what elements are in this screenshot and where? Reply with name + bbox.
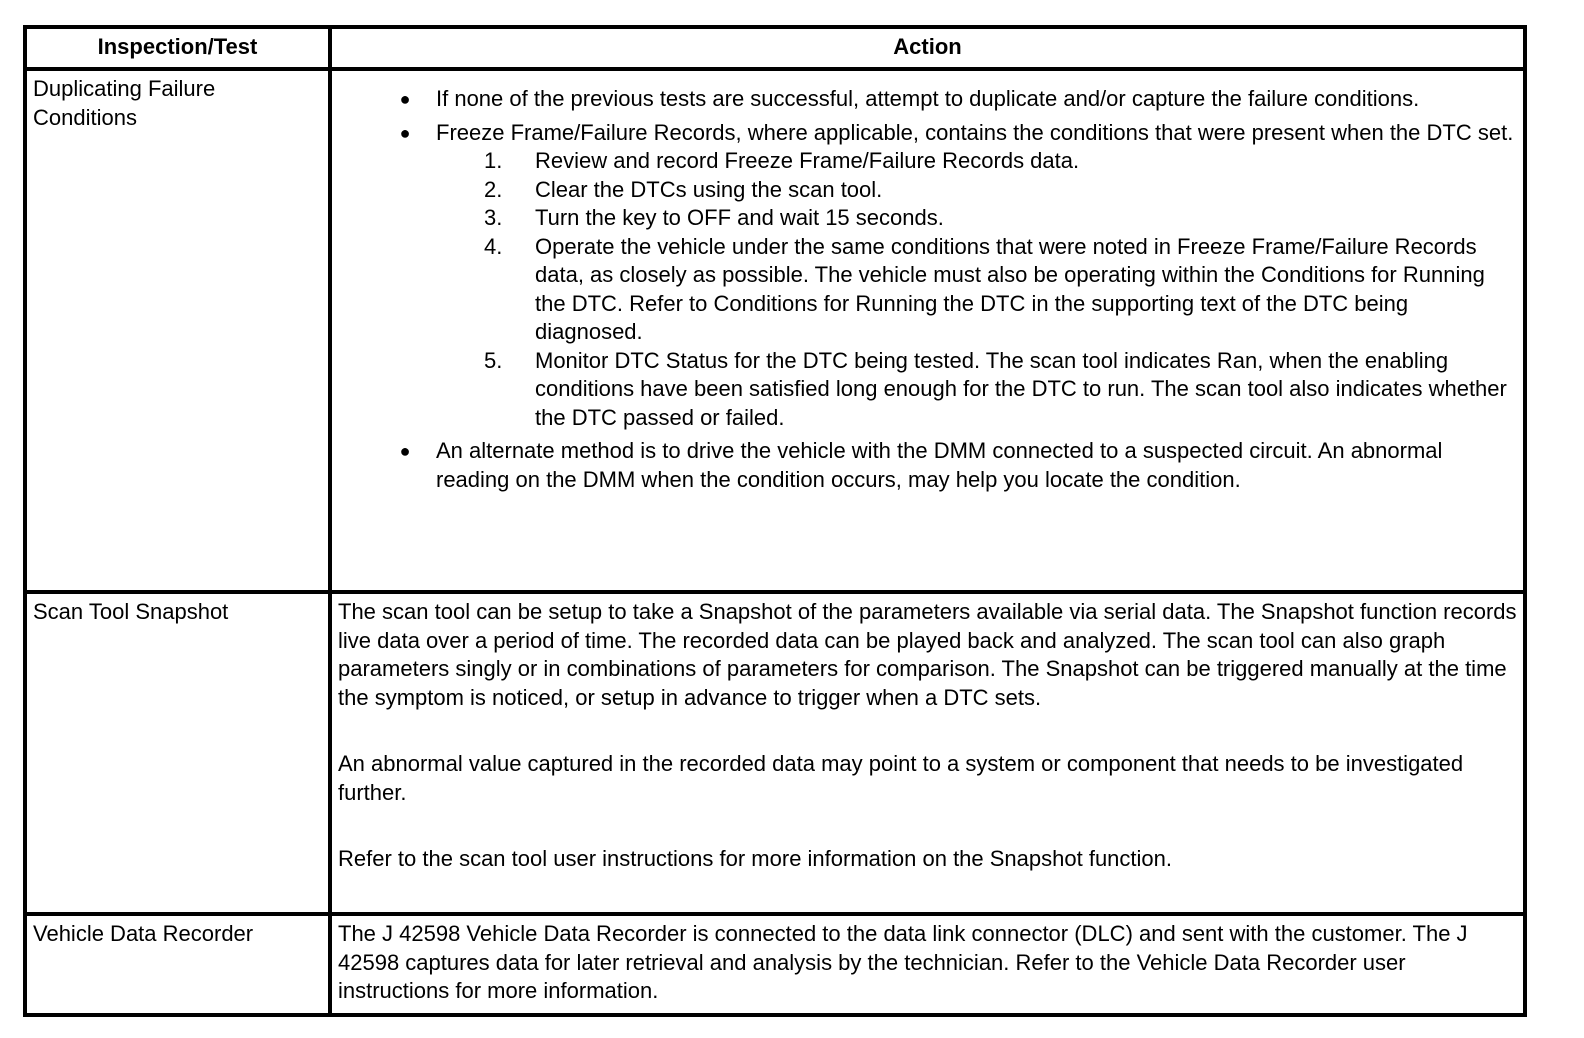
step-text: Operate the vehicle under the same conditions that were noted in Freeze Frame/Failure Records data, as closely as possible. The vehicle must also be operating within the Conditions for Running the DTC. Refer to Conditions for Running the DTC in the supporting text of the DTC being diagnosed. [535,233,1485,344]
step-number: 4. [484,233,503,259]
row-label-duplicating-failure: Duplicating Failure Conditions [25,69,330,592]
step-number: 5. [484,347,503,373]
step-text: Monitor DTC Status for the DTC being tested. The scan tool indicates Ran, when the enabling conditions have been satisfied long enough for the DTC to run. The scan tool also indicates whether the DTC passed or failed. [535,347,1507,430]
step-item [436,147,1517,176]
action-cell-vehicle-data-recorder [330,914,1525,1015]
row-label-vehicle-data-recorder: Vehicle Data Recorder [25,914,330,1015]
step-item [436,176,1517,205]
bullet-item [338,437,1517,494]
bullet-item [338,119,1517,433]
table-row-scan-tool-snapshot [25,592,1525,914]
bullet-dot-icon: ● [399,89,411,109]
action-paragraph: An abnormal value captured in the recorded data may point to a system or component that needs to be investigated further. [338,751,1464,805]
table-header-row [25,27,1525,69]
step-item [436,204,1517,233]
bullet-item [338,85,1517,114]
inspection-action-table [23,25,1527,1017]
table-row-duplicating-failure [25,69,1525,592]
bullet-dot-icon: ● [399,441,411,461]
action-paragraph: The J 42598 Vehicle Data Recorder is connected to the data link connector (DLC) and sent with the customer. The J 42598 captures data for later retrieval and analysis by the technician. Refer to the Vehicle Data Recorder user instructions for more information. [338,921,1468,1003]
step-item [436,233,1517,347]
bullet-text: If none of the previous tests are successful, attempt to duplicate and/or capture the failure conditions. [436,86,1420,111]
step-text: Turn the key to OFF and wait 15 seconds. [535,205,944,230]
bullet-text: An alternate method is to drive the vehicle with the DMM connected to a suspected circuit. An abnormal reading on the DMM when the condition occurs, may help you locate the condition. [436,438,1443,492]
action-paragraph: Refer to the scan tool user instructions for more information on the Snapshot function. [338,846,1173,871]
step-list [436,147,1517,432]
action-bullet-list [338,85,1517,494]
header-action: Action [330,27,1525,69]
bullet-text: Freeze Frame/Failure Records, where applicable, contains the conditions that were present when the DTC set. [436,119,1514,145]
action-cell-duplicating-failure [330,69,1525,592]
table-row-vehicle-data-recorder [25,914,1525,1015]
bullet-dot-icon: ● [399,122,411,143]
step-text: Clear the DTCs using the scan tool. [535,176,883,202]
step-number: 1. [484,148,503,173]
step-item [436,347,1517,433]
step-number: 2. [484,176,503,202]
header-inspection-test: Inspection/Test [25,27,330,69]
row-label-scan-tool-snapshot: Scan Tool Snapshot [25,592,330,914]
action-cell-scan-tool-snapshot [330,592,1525,914]
step-number: 3. [484,205,503,230]
action-paragraph: The scan tool can be setup to take a Snapshot of the parameters available via serial data. The Snapshot function records live data over a period of time. The recorded data can be played back and analyzed. The scan tool can also graph parameters singly or in combinations of parameters for comparison. The Snapshot can be triggered manually at the time the symptom is noticed, or setup in advance to trigger when a DTC sets. [338,599,1517,710]
step-text: Review and record Freeze Frame/Failure Records data. [535,148,1080,173]
